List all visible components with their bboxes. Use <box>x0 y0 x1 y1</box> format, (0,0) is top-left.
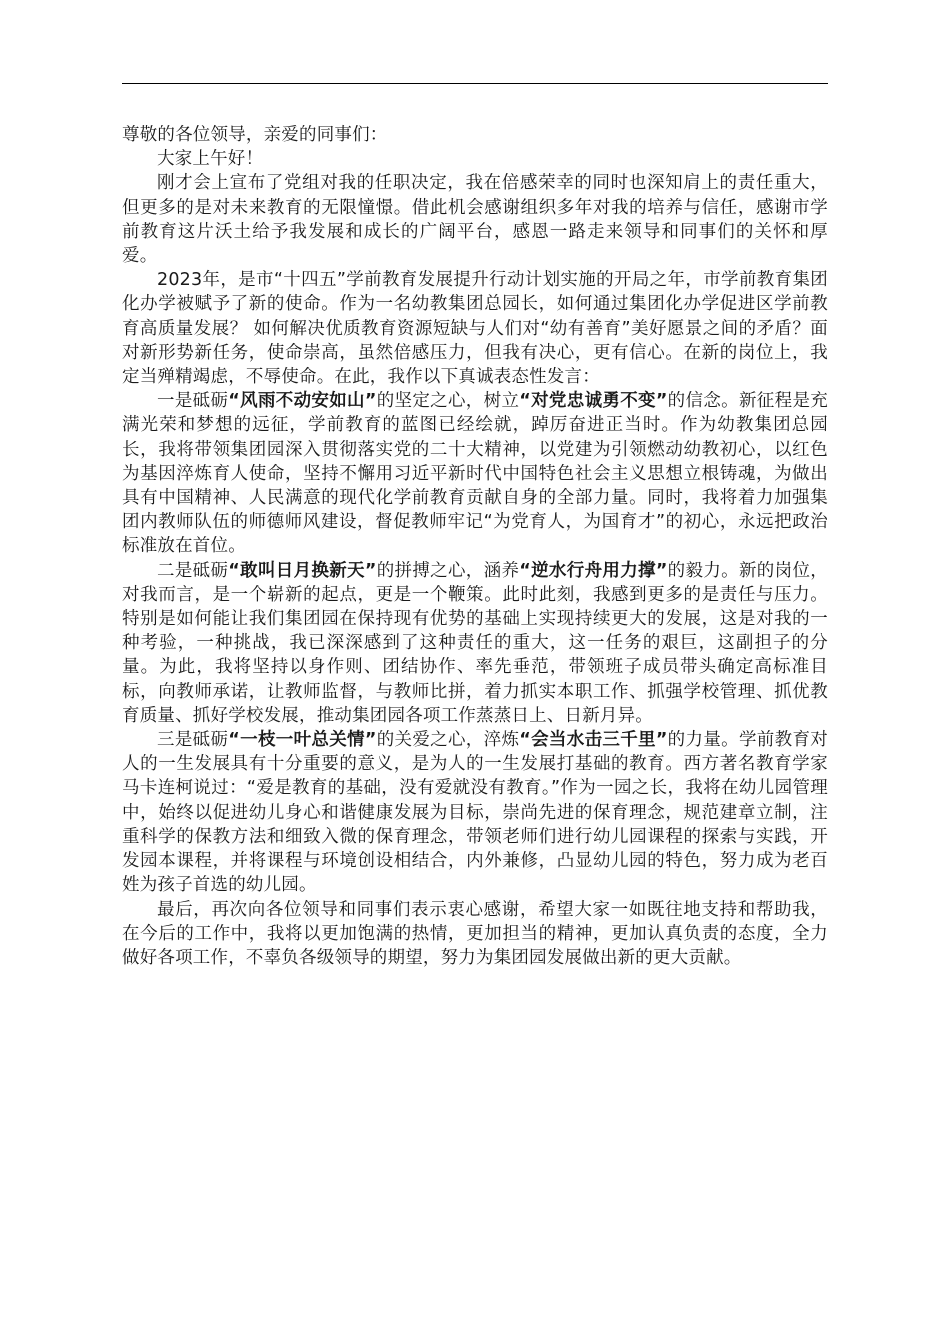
paragraph-closing: 最后，再次向各位领导和同事们表示衷心感谢，希望大家一如既往地支持和帮助我，在今后的工作中，我将以更加饱满的热情，更加担当的精神，更加认真负责的态度，全力做好各项工作，不辜负各级领导的期望，努力为集团园发展做出新的更大贡献。 <box>122 899 828 968</box>
document-body <box>122 123 828 970</box>
paragraph-context: 2023年，是市“十四五”学前教育发展提升行动计划实施的开局之年，市学前教育集团化办学被赋予了新的使命。作为一名幼教集团总园长，如何通过集团化办学促进区学前教育高质量发展？ 如何解决优质教育资源短缺与人们对“幼有善育”美好愿景之间的矛盾？面对新形势新任务，使命崇高，虽然倍感压力，但我有决心，更有信心。在新的岗位上，我定当殚精竭虑，不辱使命。在此，我作以下真诚表态性发言： <box>122 270 828 388</box>
point-two-mid: 的拼搏之心，涵养 <box>376 560 520 581</box>
point-two-body: 的毅力。新的岗位，对我而言，是一个崭新的起点，更是一个鞭策。此时此刻，我感到更多的是责任与压力。特别是如何能让我们集团园在保持现有优势的基础上实现持续更大的发展，这是对我的一种考验，一种挑战，我已深深感到了这种责任的重大，这一任务的艰巨，这副担子的分量。为此，我将坚持以身作则、团结协作、率先垂范，带领班子成员带头确定高标准目标，向教师承诺，让教师监督，与教师比拼，着力抓实本职工作、抓强学校管理、抓优教育质量、抓好学校发展，推动集团园各项工作蒸蒸日上、日新月异。 <box>122 560 828 726</box>
point-one-quote-2: “对党忠诚勇不变” <box>519 391 668 412</box>
point-three-lead: 三是砥砺 <box>157 730 229 751</box>
greeting: 大家上午好！ <box>157 149 264 170</box>
point-three-body: 的力量。学前教育对人的一生发展具有十分重要的意义，是为人的一生发展打基础的教育。西方著名教育学家马卡连柯说过：“爱是教育的基础，没有爱就没有教育。”作为一园之长，我将在幼儿园管理中，始终以促进幼儿身心和谐健康发展为目标，崇尚先进的保育理念，规范建章立制，注重科学的保教方法和细致入微的保育理念，带领老师们进行幼儿园课程的探索与实践，开发园本课程，并将课程与环境创设相结合，内外兼修，凸显幼儿园的特色，努力成为老百姓为孩子首选的幼儿园。 <box>122 730 828 896</box>
point-two-quote-1: “敢叫日月换新天” <box>228 560 377 581</box>
point-one-lead: 一是砥砺 <box>157 391 229 412</box>
paragraph-point-two <box>122 559 828 728</box>
point-one-body: 的信念。新征程是充满光荣和梦想的远征，学前教育的蓝图已经绘就，踔厉奋进正当时。作为幼教集团总园长，我将带领集团园深入贯彻落实党的二十大精神，以党建为引领燃动幼教初心，以红色为基因淬炼育人使命，坚持不懈用习近平新时代中国特色社会主义思想立根铸魂，为做出具有中国精神、人民满意的现代化学前教育贡献自身的全部力量。同时，我将着力加强集团内教师队伍的师德师风建设，督促教师牢记“为党育人，为国育才”的初心，永远把政治标准放在首位。 <box>122 391 828 557</box>
point-three-quote-2: “会当水击三千里” <box>519 730 668 751</box>
point-three-mid: 的关爱之心，淬炼 <box>376 730 520 751</box>
point-three-quote-1: “一枝一叶总关情” <box>228 730 377 751</box>
paragraph-point-one <box>122 389 828 558</box>
point-two-quote-2: “逆水行舟用力撑” <box>519 560 668 581</box>
paragraph-point-three <box>122 728 828 897</box>
salutation: 尊敬的各位领导，亲爱的同事们： <box>122 125 388 145</box>
point-one-quote-1: “风雨不动安如山” <box>228 391 377 412</box>
header-rule <box>122 83 828 84</box>
paragraph-intro: 刚才会上宣布了党组对我的任职决定，我在倍感荣幸的同时也深知肩上的责任重大，但更多的是对未来教育的无限憧憬。借此机会感谢组织多年对我的培养与信任，感谢市学前教育这片沃土给予我发展和成长的广阔平台，感恩一路走来领导和同事们的关怀和厚爱。 <box>122 173 828 267</box>
point-one-mid: 的坚定之心，树立 <box>376 391 520 412</box>
point-two-lead: 二是砥砺 <box>157 560 229 581</box>
